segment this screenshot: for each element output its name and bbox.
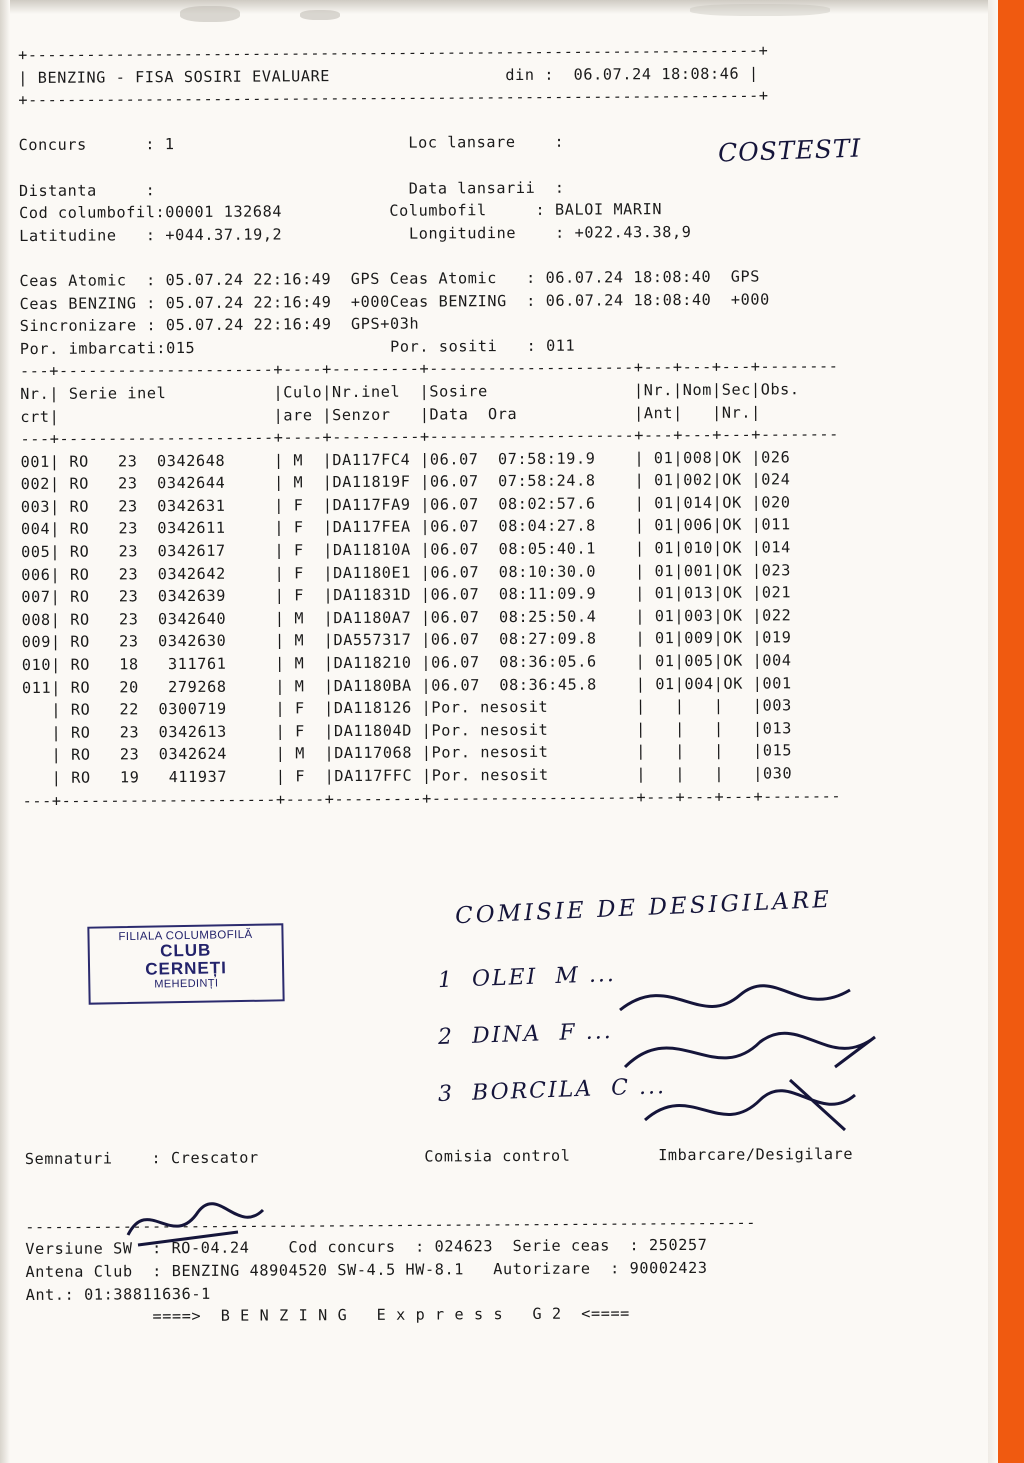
- stamp-line-3: CERNEȚI: [145, 958, 228, 979]
- scan-right-inner-edge: [988, 0, 998, 1463]
- scan-top-shadow: [0, 0, 1024, 14]
- scan-left-edge: [0, 0, 10, 1463]
- stamp-line-4: MEHEDINȚI: [154, 977, 219, 991]
- scan-right-orange-band: [998, 0, 1024, 1463]
- scan-smudge: [300, 10, 340, 20]
- stamp-line-1: FILIALA COLUMBOFILĂ: [118, 928, 253, 944]
- club-stamp: [87, 923, 284, 1004]
- report-footer-text: Semnaturi : Crescator Comisia control Imbarcare/Desigilare --------------------------------------------------------------------------- Versiune SW : RO-04.24 Cod concurs : 024623 Serie ceas : 250257 Antena Club : BENZING 48904520 SW-4.5 HW-8.1 Autorizare : 90002423 Ant.: 01:38811636-1 ====> B E N Z I N G E x p r e s s G 2 <====: [24, 1144, 854, 1327]
- handwritten-member-2: 2 DINA F ...: [437, 1018, 614, 1051]
- report-body-text: +---------------------------------------------------------------------------+ | BENZING - FISA SOSIRI EVALUARE din : 06.07.24 18:08:46 | +---------------------------------------------------------------------------+ Concurs : 1 Loc lansare : Distanta : Data lansarii : Cod columbofil:00001 132684 Columbofil : BALOI MARIN Latitudine : +044.37.19,2 Longitudine : +022.43.38,9 Ceas Atomic : 05.07.24 22:16:49 GPS Ceas Atomic : 06.07.24 18:08:40 GPS Ceas BENZING : 05.07.24 22:16:49 +000Ceas BENZING : 06.07.24 18:08:40 +000 Sincronizare : 05.07.24 22:16:49 GPS+03h Por. imbarcati:015 Por. sositi : 011 ---+----------------------+----+---------+---------------------+---+---+---+-------- Nr.| Serie inel |Culo|Nr.inel |Sosire |Nr.|Nom|Sec|Obs. crt| |are |Senzor |Data Ora |Ant| |Nr.| ---+----------------------+----+---------+---------------------+---+---+---+-------- 001| RO 23 0342648 | M |DA117FC4 |06.07 07:58:19.9 | 01|008|OK |026 002| RO 23 0342644 | M |DA11819F |06.07 07:58:24.8 | 01|002|OK |024 003| RO 23 0342631 | F |DA117FA9 |06.07 08:02:57.6 | 01|014|OK |020 004| RO 23 0342611 | F |DA117FEA |06.07 08:04:27.8 | 01|006|OK |011 005| RO 23 0342617 | F |DA11810A |06.07 08:05:40.1 | 01|010|OK |014 006| RO 23 0342642 | F |DA1180E1 |06.07 08:10:30.0 | 01|001|OK |023 007| RO 23 0342639 | F |DA11831D |06.07 08:11:09.9 | 01|013|OK |021 008| RO 23 0342640 | M |DA1180A7 |06.07 08:25:50.4 | 01|003|OK |022 009| RO 23 0342630 | M |DA557317 |06.07 08:27:09.8 | 01|009|OK |019 010| RO 18 311761 | M |DA118210 |06.07 08:36:05.6 | 01|005|OK |004 011| RO 20 279268 | M |DA1180BA |06.07 08:36:45.8 | 01|004|OK |001 | RO 22 0300719 | F |DA118126 |Por. nesosit | | | |003 | RO 23 0342613 | F |DA11804D |Por. nesosit | | | |013 | RO 23 0342624 | M |DA117068 |Por. nesosit | | | |015 | RO 19 411937 | F |DA117FFC |Por. nesosit | | | |030 ---+----------------------+----+---------+---------------------+---+---+---+--------: [18, 41, 842, 810]
- scan-smudge: [690, 4, 830, 16]
- handwritten-member-1: 1 OLEI M ...: [437, 961, 617, 994]
- handwritten-signature-3: [640, 1070, 960, 1160]
- handwritten-member-3: 3 BORCILA C ...: [437, 1074, 667, 1107]
- scan-smudge: [180, 6, 240, 22]
- handwritten-commission-title: COMISIE DE DESIGILARE: [454, 886, 833, 930]
- stamp-line-2: CLUB: [159, 940, 212, 961]
- handwritten-signature-crescator: [118, 1190, 278, 1260]
- handwritten-launch-place: COSTESTI: [717, 133, 862, 168]
